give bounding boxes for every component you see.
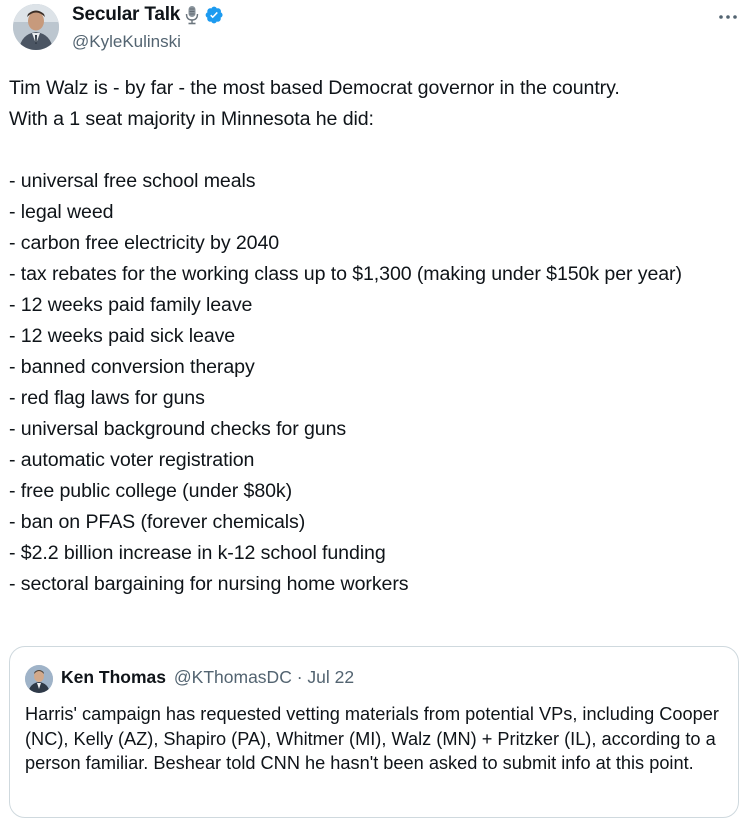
list-item: - sectoral bargaining for nursing home workers <box>9 573 409 595</box>
author-display-name[interactable]: Secular Talk <box>72 4 181 25</box>
microphone-icon <box>184 5 200 25</box>
tweet-body <box>9 73 737 600</box>
list-item: - universal background checks for guns <box>9 418 347 440</box>
quoted-author-meta: @KThomasDC · Jul 22 <box>173 667 355 687</box>
quoted-author-name[interactable]: Ken Thomas <box>61 667 167 687</box>
list-item: - 12 weeks paid family leave <box>9 294 253 316</box>
tweet-intro-line-2: With a 1 seat majority in Minnesota he did: <box>9 108 374 130</box>
tweet-header <box>72 3 224 52</box>
list-item: - tax rebates for the working class up to $1,300 (making under $150k per year) <box>9 263 682 285</box>
list-item: - carbon free electricity by 2040 <box>9 232 280 254</box>
list-item: - $2.2 billion increase in k-12 school funding <box>9 542 386 564</box>
author-handle[interactable]: @KyleKulinski <box>72 32 181 51</box>
list-item: - red flag laws for guns <box>9 387 205 409</box>
accomplishments-list <box>9 166 737 600</box>
paragraph-gap <box>9 135 737 166</box>
list-item: - universal free school meals <box>9 170 256 192</box>
list-item: - automatic voter registration <box>9 449 255 471</box>
quoted-tweet-header <box>61 667 354 688</box>
list-item: - banned conversion therapy <box>9 356 255 378</box>
tweet-intro-line-1: Tim Walz is - by far - the most based Democrat governor in the country. <box>9 77 620 99</box>
more-options-icon[interactable] <box>717 8 739 16</box>
quoted-author-avatar <box>25 665 53 693</box>
list-item: - 12 weeks paid sick leave <box>9 325 236 347</box>
list-item: - legal weed <box>9 201 114 223</box>
quoted-tweet-card[interactable] <box>9 646 739 818</box>
verified-badge-icon <box>204 5 224 25</box>
list-item: - free public college (under $80k) <box>9 480 293 502</box>
quoted-tweet-text: Harris' campaign has requested vetting materials from potential VPs, including Cooper (NC), Kelly (AZ), Shapiro (PA), Whitmer (MI), Walz (MN) + Pritzker (IL), according to a person familiar. Beshear told CNN he hasn't been asked to submit info at this point. <box>25 704 719 773</box>
author-avatar[interactable] <box>13 4 59 50</box>
list-item: - ban on PFAS (forever chemicals) <box>9 511 306 533</box>
